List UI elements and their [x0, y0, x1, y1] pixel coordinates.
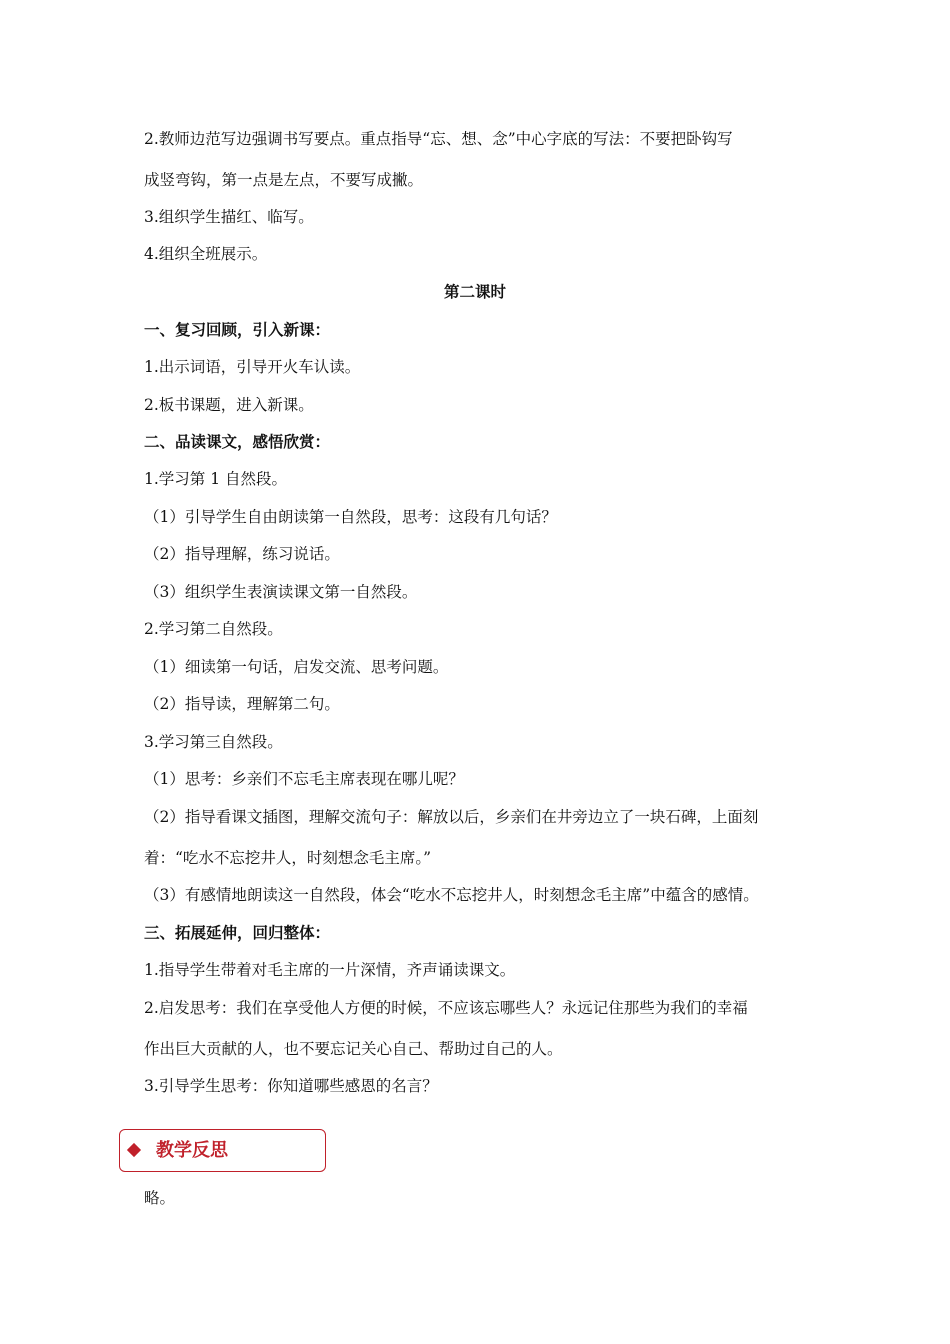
paragraph-line: 3.组织学生描红、临写。 [144, 208, 314, 226]
paragraph-line: 作出巨大贡献的人，也不要忘记关心自己、帮助过自己的人。 [144, 1040, 563, 1058]
paragraph-line: 2.启发思考：我们在享受他人方便的时候，不应该忘哪些人？永远记住那些为我们的幸福 [144, 999, 748, 1017]
paragraph-line: 着：“吃水不忘挖井人，时刻想念毛主席。” [144, 849, 432, 867]
paragraph-line: 1.学习第 1 自然段。 [144, 470, 288, 488]
paragraph-line: （1）思考：乡亲们不忘毛主席表现在哪儿呢？ [144, 770, 464, 788]
paragraph-line: 4.组织全班展示。 [144, 245, 268, 263]
diamond-icon [127, 1143, 141, 1157]
paragraph-line: 2.教师边范写边强调书写要点。重点指导“忘、想、念”中心字底的写法：不要把卧钩写 [144, 130, 733, 148]
paragraph-line: （2）指导理解，练习说话。 [144, 545, 340, 563]
paragraph-line: （3）有感情地朗读这一自然段，体会“吃水不忘挖井人，时刻想念毛主席”中蕴含的感情。 [144, 886, 759, 904]
paragraph-line: （3）组织学生表演读课文第一自然段。 [144, 583, 418, 601]
paragraph-line: （1）细读第一句话，启发交流、思考问题。 [144, 658, 449, 676]
paragraph-line: （2）指导读，理解第二句。 [144, 695, 340, 713]
paragraph-line: 2.学习第二自然段。 [144, 620, 283, 638]
paragraph-line: （2）指导看课文插图，理解交流句子：解放以后，乡亲们在井旁边立了一块石碑，上面刻 [144, 808, 759, 826]
section-title: 第二课时 [443, 282, 506, 301]
section-heading: 三、拓展延伸，回归整体： [144, 923, 331, 942]
paragraph-line: 成竖弯钩，第一点是左点，不要写成撇。 [144, 171, 424, 189]
reflection-heading-box [119, 1129, 326, 1172]
paragraph-line: 1.出示词语，引导开火车认读。 [144, 358, 361, 376]
section-heading: 二、品读课文，感悟欣赏： [144, 432, 331, 451]
paragraph-line: （1）引导学生自由朗读第一自然段，思考：这段有几句话？ [144, 508, 557, 526]
reflection-body: 略。 [144, 1189, 176, 1207]
section-heading: 一、复习回顾，引入新课： [144, 320, 331, 339]
paragraph-line: 1.指导学生带着对毛主席的一片深情，齐声诵读课文。 [144, 961, 516, 979]
paragraph-line: 3.学习第三自然段。 [144, 733, 283, 751]
paragraph-line: 3.引导学生思考：你知道哪些感恩的名言？ [144, 1077, 438, 1095]
reflection-heading: 教学反思 [156, 1140, 228, 1161]
paragraph-line: 2.板书课题，进入新课。 [144, 396, 314, 414]
